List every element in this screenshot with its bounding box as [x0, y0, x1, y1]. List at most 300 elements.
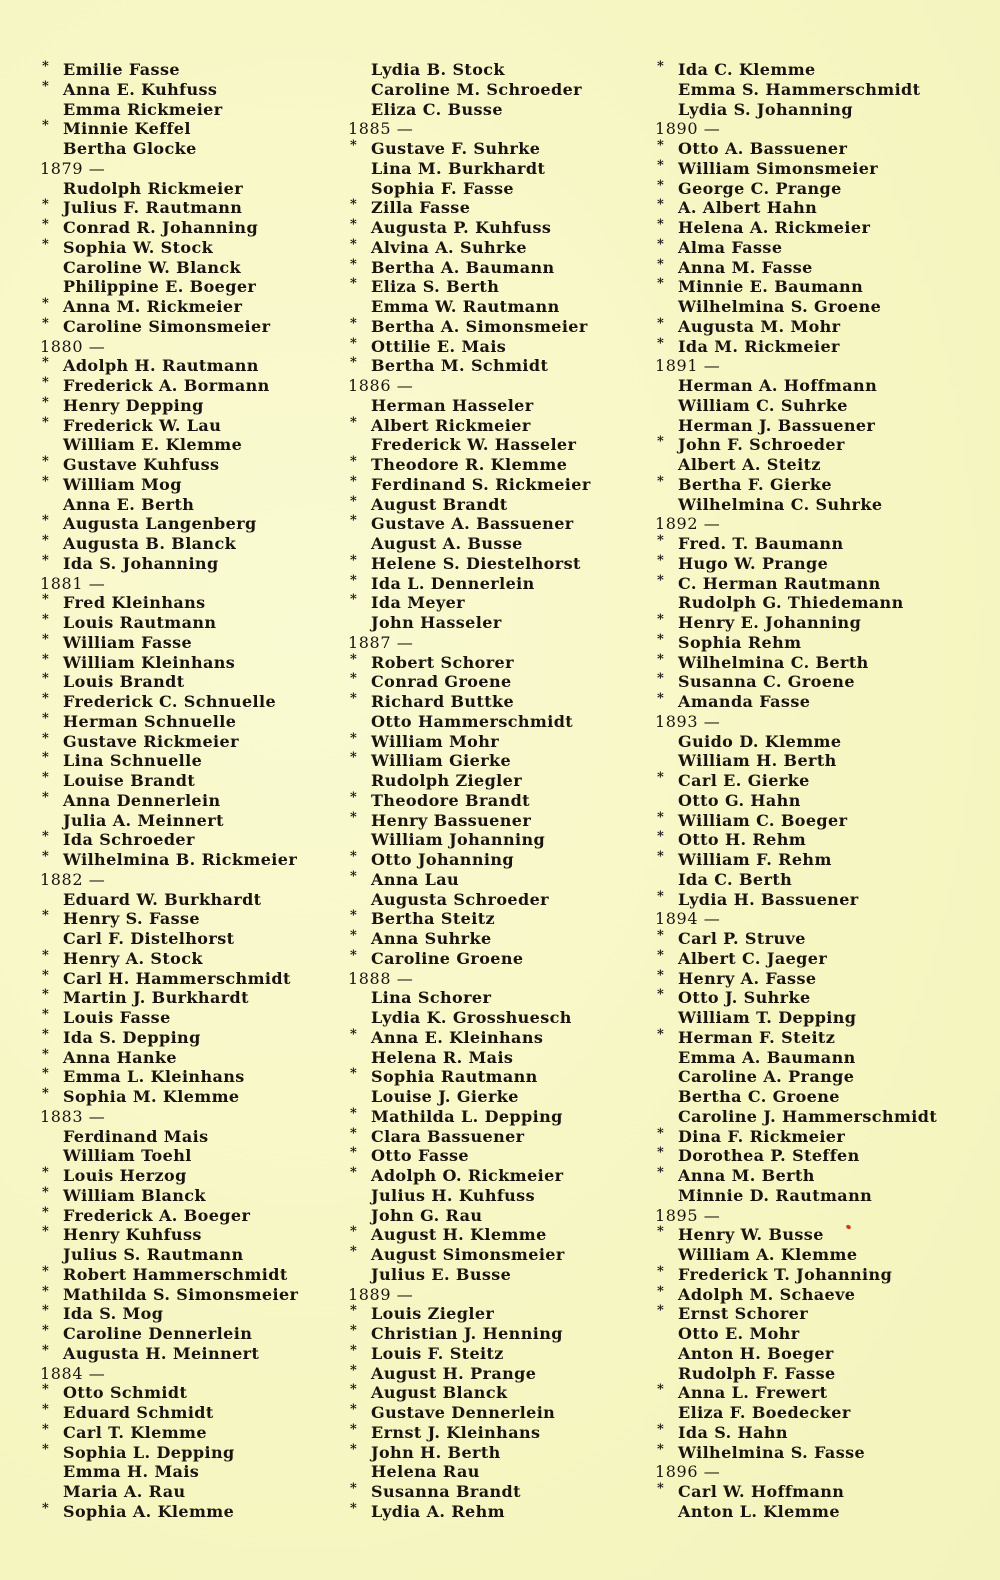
member-name: Sophia Rautmann	[371, 1067, 538, 1087]
roster-entry	[40, 1206, 360, 1226]
member-name: Carl H. Hammerschmidt	[63, 968, 291, 988]
roster-entry	[348, 1127, 668, 1147]
roster-entry	[40, 613, 360, 633]
member-name: Rudolph Ziegler	[371, 771, 523, 790]
asterisk-marker: *	[657, 809, 665, 825]
asterisk-marker: *	[350, 1244, 358, 1259]
member-name: Emma A. Baumann	[678, 1047, 856, 1067]
roster-entry	[655, 969, 975, 989]
member-name: Sophia M. Klemme	[63, 1087, 240, 1106]
asterisk-marker: *	[42, 631, 50, 647]
roster-entry	[40, 1443, 360, 1463]
roster-entry	[348, 1225, 668, 1245]
member-name: Maria A. Rau	[63, 1482, 186, 1501]
roster-entry	[655, 1245, 975, 1265]
roster-entry	[40, 198, 360, 218]
roster-entry	[655, 1265, 975, 1285]
roster-entry	[655, 258, 975, 278]
roster-entry	[655, 1383, 975, 1403]
roster-entry	[40, 60, 360, 80]
roster-entry	[655, 1423, 975, 1443]
roster-entry	[348, 337, 668, 357]
member-name: Minnie E. Baumann	[678, 277, 864, 297]
member-name: Eduard Schmidt	[63, 1403, 214, 1422]
roster-entry	[348, 495, 668, 515]
roster-entry	[655, 574, 975, 594]
roster-entry	[348, 277, 668, 297]
member-name: Philippine E. Boeger	[63, 277, 257, 297]
roster-entry	[348, 1462, 668, 1482]
roster-entry	[348, 1482, 668, 1502]
asterisk-marker: *	[350, 730, 358, 746]
roster-entry	[655, 337, 975, 357]
member-name: Ida S. Mog	[63, 1304, 164, 1324]
roster-entry	[40, 297, 360, 317]
roster-entry	[348, 574, 668, 594]
member-name: Otto Schmidt	[63, 1383, 188, 1403]
roster-entry	[40, 1048, 360, 1068]
member-name: Ida Meyer	[371, 593, 466, 613]
year-heading	[348, 633, 668, 653]
roster-entry	[348, 1067, 668, 1087]
member-name: Louis F. Steitz	[371, 1343, 504, 1363]
roster-entry	[40, 277, 360, 297]
member-name: Henry Bassuener	[371, 810, 532, 830]
roster-entry	[348, 1048, 668, 1068]
roster-entry	[40, 1225, 360, 1245]
member-name: Otto Johanning	[371, 850, 514, 869]
roster-entry	[655, 1225, 975, 1245]
member-name: Anna Hanke	[63, 1047, 177, 1067]
roster-entry	[655, 1364, 975, 1384]
roster-entry	[348, 60, 668, 80]
member-name: William Gierke	[371, 751, 512, 771]
roster-entry	[40, 672, 360, 692]
year-label: 1884 —	[40, 1363, 106, 1383]
roster-entry	[655, 534, 975, 554]
year-heading	[40, 1364, 360, 1384]
roster-entry	[40, 633, 360, 653]
roster-entry	[655, 988, 975, 1008]
member-name: William Toehl	[63, 1146, 192, 1166]
asterisk-marker: *	[657, 157, 665, 173]
roster-entry	[348, 1206, 668, 1226]
roster-entry	[40, 1502, 360, 1522]
roster-entry	[348, 1146, 668, 1166]
member-name: William Blanck	[63, 1185, 206, 1205]
roster-entry	[40, 1304, 360, 1324]
roster-entry	[40, 80, 360, 100]
asterisk-marker: *	[350, 1441, 358, 1457]
asterisk-marker: *	[42, 1421, 50, 1437]
asterisk-marker: *	[350, 1105, 358, 1121]
roster-entry	[40, 317, 360, 337]
member-name: Lydia K. Grosshuesch	[371, 1008, 572, 1027]
roster-entry	[655, 692, 975, 712]
member-name: Bertha F. Gierke	[678, 474, 833, 494]
roster-column-3	[655, 60, 975, 1522]
member-name: Henry A. Stock	[63, 948, 203, 968]
member-name: Lydia B. Stock	[371, 60, 505, 79]
roster-entry	[655, 238, 975, 258]
asterisk-marker: *	[42, 1382, 50, 1398]
member-name: Lina Schnuelle	[63, 751, 203, 771]
roster-entry	[655, 416, 975, 436]
asterisk-marker: *	[657, 276, 665, 292]
year-heading	[655, 356, 975, 376]
roster-entry	[348, 1344, 668, 1364]
roster-entry	[348, 1028, 668, 1048]
asterisk-marker: *	[42, 1283, 50, 1299]
asterisk-marker: *	[350, 1125, 358, 1141]
roster-entry	[348, 238, 668, 258]
member-name: Frederick W. Hasseler	[371, 435, 577, 455]
member-name: C. Herman Rautmann	[678, 573, 881, 593]
asterisk-marker: *	[350, 1382, 358, 1398]
member-name: Herman Hasseler	[371, 395, 534, 415]
roster-entry	[40, 376, 360, 396]
member-name: Sophia L. Depping	[63, 1442, 235, 1462]
asterisk-marker: *	[350, 256, 358, 272]
asterisk-marker: *	[42, 671, 50, 687]
asterisk-marker: *	[350, 1303, 358, 1319]
member-name: Rudolph F. Fasse	[678, 1363, 836, 1383]
asterisk-marker: *	[350, 1145, 358, 1161]
roster-entry	[40, 1285, 360, 1305]
roster-entry	[40, 1324, 360, 1344]
roster-entry	[40, 1265, 360, 1285]
member-name: Louise Brandt	[63, 771, 196, 790]
roster-entry	[655, 613, 975, 633]
roster-entry	[348, 949, 668, 969]
roster-entry	[655, 1502, 975, 1522]
roster-entry	[348, 100, 668, 120]
asterisk-marker: *	[657, 1125, 665, 1141]
roster-entry	[348, 1107, 668, 1127]
roster-entry	[40, 1462, 360, 1482]
asterisk-marker: *	[657, 947, 665, 963]
member-name: Martin J. Burkhardt	[63, 988, 249, 1008]
asterisk-marker: *	[42, 414, 50, 430]
asterisk-marker: *	[42, 1165, 50, 1180]
member-name: Eliza S. Berth	[371, 277, 500, 297]
roster-entry	[40, 1166, 360, 1186]
member-name: Henry S. Fasse	[63, 909, 200, 929]
member-name: Frederick A. Boeger	[63, 1205, 251, 1225]
asterisk-marker: *	[42, 1026, 50, 1042]
member-name: Herman J. Bassuener	[678, 415, 876, 435]
asterisk-marker: *	[350, 849, 358, 864]
roster-entry	[40, 890, 360, 910]
asterisk-marker: *	[657, 651, 665, 667]
roster-entry	[348, 1166, 668, 1186]
asterisk-marker: *	[42, 197, 50, 213]
member-name: Lina Schorer	[371, 988, 492, 1008]
member-name: Emilie Fasse	[63, 60, 180, 79]
member-name: Anna E. Berth	[63, 494, 195, 514]
roster-entry	[348, 1186, 668, 1206]
year-label: 1883 —	[40, 1106, 106, 1126]
asterisk-marker: *	[350, 651, 358, 667]
member-name: Rudolph Rickmeier	[63, 178, 244, 198]
member-name: Carl F. Distelhorst	[63, 929, 235, 948]
asterisk-marker: *	[42, 1500, 50, 1516]
asterisk-marker: *	[657, 631, 665, 647]
roster-entry	[40, 751, 360, 771]
asterisk-marker: *	[657, 177, 665, 193]
roster-entry	[655, 218, 975, 238]
member-name: Louis Brandt	[63, 672, 185, 692]
roster-entry	[655, 554, 975, 574]
roster-entry	[655, 376, 975, 396]
roster-entry	[348, 830, 668, 850]
asterisk-marker: *	[42, 691, 50, 706]
member-name: Anna M. Fasse	[678, 257, 813, 277]
member-name: Anna Suhrke	[371, 929, 492, 948]
member-name: Gustave Kuhfuss	[63, 455, 220, 474]
member-name: Augusta P. Kuhfuss	[371, 218, 552, 237]
member-name: Otto Fasse	[371, 1146, 470, 1166]
asterisk-marker: *	[42, 513, 50, 529]
roster-entry	[40, 929, 360, 949]
member-name: William Fasse	[63, 632, 193, 652]
member-name: Caroline J. Hammerschmidt	[678, 1106, 938, 1126]
member-name: Anna M. Berth	[678, 1166, 815, 1185]
asterisk-marker: *	[42, 1204, 50, 1220]
roster-entry	[348, 1087, 668, 1107]
member-name: Ernst Schorer	[678, 1304, 809, 1324]
roster-entry	[348, 692, 668, 712]
roster-entry	[40, 1245, 360, 1265]
roster-entry	[40, 119, 360, 139]
member-name: Louis Ziegler	[371, 1304, 495, 1324]
member-name: Wilhelmina S. Fasse	[678, 1442, 866, 1462]
member-name: Anna M. Rickmeier	[63, 297, 243, 316]
member-name: Wilhelmina B. Rickmeier	[63, 850, 298, 869]
member-name: Alvina A. Suhrke	[371, 237, 527, 257]
asterisk-marker: *	[657, 1224, 665, 1240]
asterisk-marker: *	[350, 1026, 358, 1042]
roster-entry	[348, 218, 668, 238]
asterisk-marker: *	[350, 236, 358, 252]
roster-entry	[40, 554, 360, 574]
member-name: Wilhelmina S. Groene	[678, 297, 882, 316]
roster-entry	[655, 179, 975, 199]
asterisk-marker: *	[657, 849, 665, 864]
member-name: Anna E. Kleinhans	[371, 1027, 544, 1047]
roster-entry	[40, 1146, 360, 1166]
asterisk-marker: *	[350, 1481, 358, 1496]
roster-entry	[40, 909, 360, 929]
roster-entry	[348, 297, 668, 317]
asterisk-marker: *	[350, 1402, 358, 1417]
member-name: Bertha A. Baumann	[371, 257, 555, 277]
asterisk-marker: *	[42, 908, 50, 924]
member-name: Fred Kleinhans	[63, 593, 206, 613]
member-name: Gustave Dennerlein	[371, 1403, 556, 1422]
roster-entry	[348, 1008, 668, 1028]
asterisk-marker: *	[42, 1342, 50, 1358]
member-name: William Mohr	[371, 731, 500, 751]
roster-entry	[655, 672, 975, 692]
member-name: Minnie D. Rautmann	[678, 1185, 873, 1205]
asterisk-marker: *	[350, 355, 358, 371]
roster-entry	[40, 593, 360, 613]
asterisk-marker: *	[350, 1342, 358, 1358]
year-label: 1890 —	[655, 119, 721, 139]
roster-entry	[40, 850, 360, 870]
asterisk-marker: *	[42, 1303, 50, 1319]
roster-entry	[40, 475, 360, 495]
member-name: Christian J. Henning	[371, 1324, 563, 1343]
asterisk-marker: *	[350, 691, 358, 706]
roster-entry	[40, 1067, 360, 1087]
year-heading	[40, 159, 360, 179]
roster-entry	[40, 218, 360, 238]
asterisk-marker: *	[350, 1224, 358, 1240]
member-name: Ferdinand S. Rickmeier	[371, 474, 591, 494]
year-label: 1888 —	[348, 968, 414, 988]
member-name: Eduard W. Burkhardt	[63, 889, 262, 909]
year-label: 1889 —	[348, 1284, 414, 1304]
asterisk-marker: *	[350, 1165, 358, 1180]
roster-entry	[40, 396, 360, 416]
member-name: Helena A. Rickmeier	[678, 218, 871, 237]
asterisk-marker: *	[657, 335, 665, 351]
year-heading	[40, 1107, 360, 1127]
roster-entry	[655, 198, 975, 218]
roster-entry	[348, 80, 668, 100]
member-name: August A. Busse	[371, 534, 523, 553]
member-name: George C. Prange	[678, 178, 842, 198]
roster-entry	[348, 1364, 668, 1384]
year-label: 1891 —	[655, 356, 721, 376]
roster-entry	[655, 396, 975, 416]
member-name: Lina M. Burkhardt	[371, 158, 546, 178]
member-name: Sophia Rehm	[678, 632, 802, 652]
year-label: 1895 —	[655, 1205, 721, 1225]
asterisk-marker: *	[350, 671, 358, 687]
roster-entry	[40, 653, 360, 673]
roster-entry	[40, 712, 360, 732]
roster-entry	[348, 1502, 668, 1522]
roster-entry	[40, 988, 360, 1008]
asterisk-marker: *	[657, 138, 665, 153]
member-name: William H. Berth	[678, 751, 837, 771]
asterisk-marker: *	[350, 276, 358, 292]
roster-entry	[348, 1423, 668, 1443]
member-name: Carl W. Hoffmann	[678, 1482, 845, 1501]
member-name: Gustave Rickmeier	[63, 731, 239, 751]
roster-entry	[348, 870, 668, 890]
roster-entry	[348, 159, 668, 179]
member-name: Augusta Langenberg	[63, 514, 257, 534]
roster-entry	[40, 1127, 360, 1147]
roster-entry	[655, 653, 975, 673]
member-name: Sophia F. Fasse	[371, 178, 514, 198]
member-name: Ida M. Rickmeier	[678, 336, 840, 356]
roster-entry	[655, 1304, 975, 1324]
member-name: Helena R. Mais	[371, 1047, 514, 1067]
asterisk-marker: *	[350, 750, 358, 766]
roster-entry	[40, 356, 360, 376]
member-name: Anna L. Frewert	[678, 1383, 828, 1403]
roster-entry	[655, 1067, 975, 1087]
member-name: A. Albert Hahn	[678, 198, 818, 218]
roster-entry	[348, 1324, 668, 1344]
roster-entry	[655, 751, 975, 771]
member-name: Adolph O. Rickmeier	[371, 1166, 564, 1185]
year-heading	[40, 574, 360, 594]
asterisk-marker: *	[42, 217, 50, 232]
member-name: Conrad R. Johanning	[63, 218, 259, 237]
member-name: Frederick T. Johanning	[678, 1264, 893, 1284]
asterisk-marker: *	[350, 473, 358, 489]
roster-entry	[40, 732, 360, 752]
member-name: Bertha A. Simonsmeier	[371, 316, 588, 336]
member-name: William T. Depping	[678, 1008, 857, 1027]
roster-entry	[655, 435, 975, 455]
member-name: Ida S. Hahn	[678, 1422, 788, 1442]
roster-entry	[655, 1166, 975, 1186]
asterisk-marker: *	[42, 967, 50, 983]
member-name: Albert C. Jaeger	[678, 948, 828, 968]
roster-entry	[40, 139, 360, 159]
member-name: Henry W. Busse	[678, 1225, 824, 1245]
asterisk-marker: *	[42, 1086, 50, 1101]
year-label: 1885 —	[348, 119, 414, 139]
asterisk-marker: *	[42, 236, 50, 252]
roster-entry	[348, 811, 668, 831]
asterisk-marker: *	[350, 1500, 358, 1516]
roster-entry	[40, 830, 360, 850]
member-name: Frederick C. Schnuelle	[63, 692, 277, 711]
member-name: Anna Lau	[371, 869, 460, 889]
member-name: Otto E. Mohr	[678, 1324, 800, 1343]
asterisk-marker: *	[350, 493, 358, 509]
asterisk-marker: *	[42, 1224, 50, 1240]
asterisk-marker: *	[42, 118, 50, 134]
asterisk-marker: *	[657, 967, 665, 983]
roster-entry	[655, 455, 975, 475]
roster-entry	[40, 258, 360, 278]
asterisk-marker: *	[42, 829, 50, 845]
member-name: Caroline Groene	[371, 948, 524, 968]
roster-entry	[655, 100, 975, 120]
member-name: Dorothea P. Steffen	[678, 1146, 860, 1166]
roster-entry	[348, 850, 668, 870]
year-label: 1881 —	[40, 573, 106, 593]
roster-entry	[655, 317, 975, 337]
member-name: Lydia S. Johanning	[678, 99, 853, 119]
member-name: Henry Depping	[63, 395, 204, 415]
member-name: Louis Herzog	[63, 1166, 187, 1185]
year-label: 1896 —	[655, 1462, 721, 1482]
asterisk-marker: *	[657, 987, 665, 1003]
roster-entry	[348, 909, 668, 929]
asterisk-marker: *	[657, 928, 665, 943]
roster-entry	[40, 514, 360, 534]
asterisk-marker: *	[350, 789, 358, 805]
member-name: Mathilda S. Simonsmeier	[63, 1284, 299, 1304]
roster-entry	[40, 100, 360, 120]
asterisk-marker: *	[42, 1007, 50, 1022]
roster-entry	[655, 277, 975, 297]
asterisk-marker: *	[657, 1145, 665, 1161]
asterisk-marker: *	[42, 552, 50, 568]
member-name: Caroline Dennerlein	[63, 1324, 253, 1343]
asterisk-marker: *	[657, 1421, 665, 1437]
